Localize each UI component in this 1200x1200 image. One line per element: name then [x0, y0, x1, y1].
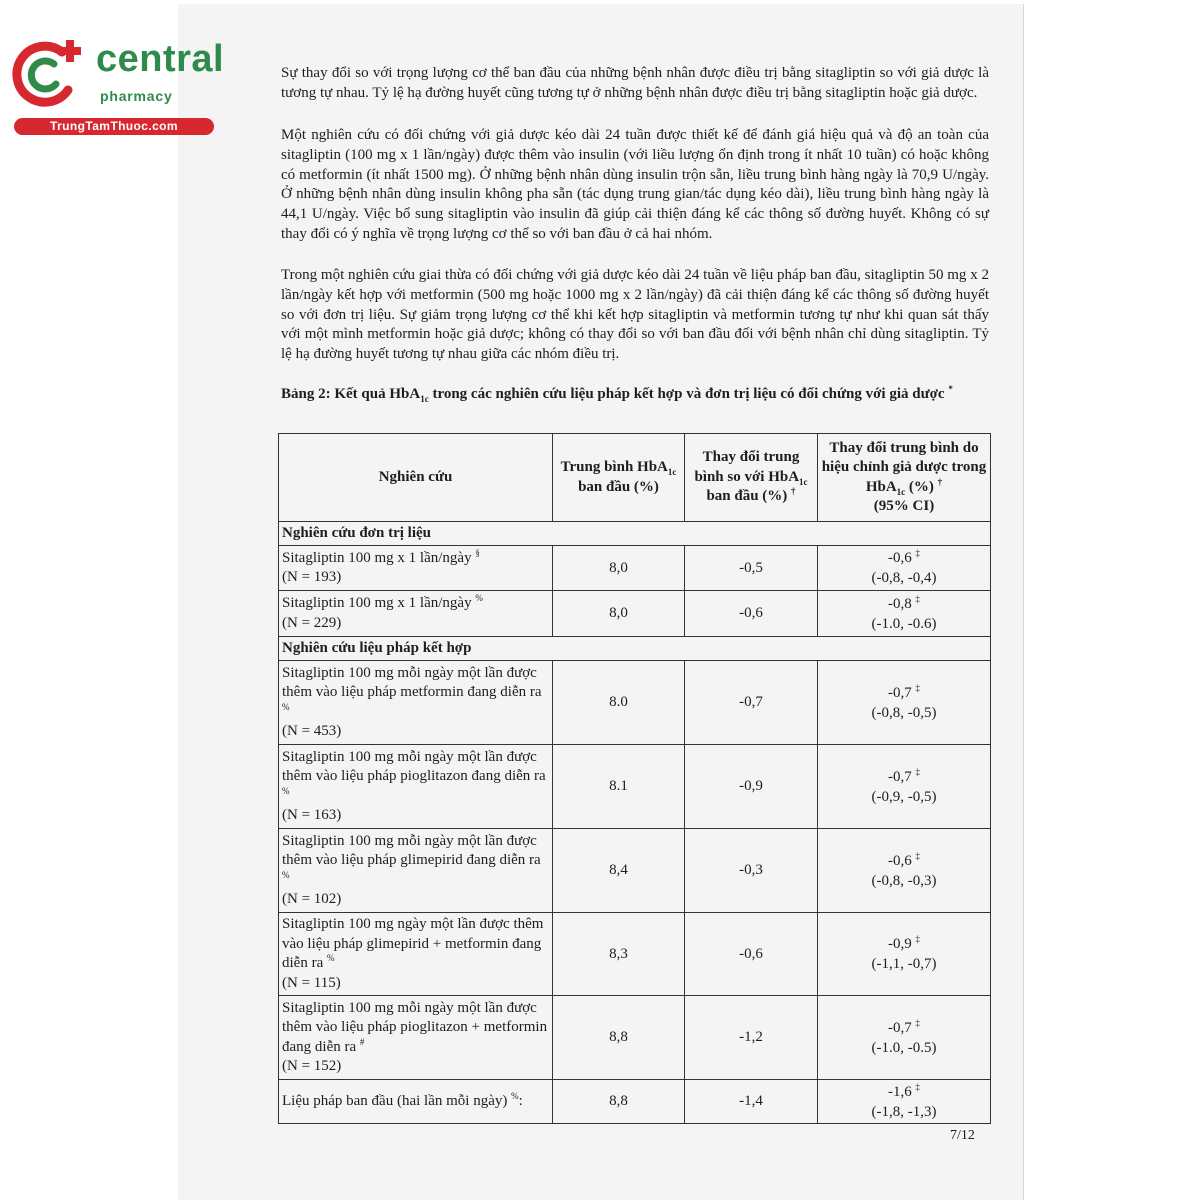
baseline-cell: 8.1 — [553, 745, 685, 829]
caption-sub: 1c — [420, 394, 429, 404]
baseline-cell: 8,3 — [553, 913, 685, 996]
adjusted-cell: -0,8 ‡ (-1.0, -0.6) — [818, 591, 991, 637]
section-title: Nghiên cứu đơn trị liệu — [279, 522, 991, 546]
table-row — [279, 661, 991, 745]
adjusted-cell: -0,7 ‡ (-0,9, -0,5) — [818, 745, 991, 829]
table-row — [279, 591, 991, 637]
change-cell: -0,3 — [685, 829, 818, 913]
change-cell: -0,9 — [685, 745, 818, 829]
central-pharmacy-logo — [10, 36, 225, 136]
study-cell: Sitagliptin 100 mg mỗi ngày một lần được thêm vào liệu pháp pioglitazon đang diễn ra % (N = 163) — [279, 745, 553, 829]
study-cell: Sitagliptin 100 mg x 1 lần/ngày § (N = 193) — [279, 546, 553, 591]
caption-text-2: trong các nghiên cứu liệu pháp kết hợp và đơn trị liệu có đối chứng với giả dược — [428, 386, 949, 402]
table-caption — [281, 385, 989, 405]
study-cell: Sitagliptin 100 mg mỗi ngày một lần được thêm vào liệu pháp glimepirid đang diễn ra % (N = 102) — [279, 829, 553, 913]
baseline-cell: 8.0 — [553, 661, 685, 745]
table-row — [279, 546, 991, 591]
caption-text: Bảng 2: Kết quả HbA — [281, 386, 421, 402]
table-row — [279, 913, 991, 996]
section-title: Nghiên cứu liệu pháp kết hợp — [279, 637, 991, 661]
header-change: Thay đổi trung bình so với HbA$_{1c}$ ban đầu (%) † — [685, 434, 818, 522]
section-row — [279, 522, 991, 546]
study-cell: Liệu pháp ban đầu (hai lần mỗi ngày) %: — [279, 1080, 553, 1124]
change-cell: -1,2 — [685, 996, 818, 1080]
pharmacy-c-cross-icon — [10, 38, 90, 108]
adjusted-cell: -1,6 ‡ (-1,8, -1,3) — [818, 1080, 991, 1124]
adjusted-cell: -0,7 ‡ (-0,8, -0,5) — [818, 661, 991, 745]
page-number: 7/12 — [950, 1128, 975, 1143]
header-baseline: Trung bình HbA$_{1c}$ ban đầu (%) — [553, 434, 685, 522]
paragraph-3: Trong một nghiên cứu giai thừa có đối chứng với giả dược kéo dài 24 tuần về liệu pháp ban đầu, sitagliptin 50 mg x 2 lần/ngày kết hợp với metformin (500 mg hoặc 1000 mg x 2 lần/ngày) đã cải thiện đáng kể các thông số đường huyết so với đơn trị liệu. Sự giảm trọng lượng cơ thể khi kết hợp sitagliptin và metformin tương tự như khi quan sát thấy với một mình metformin hoặc giả dược; không có thay đổi so với ban đầu đối với bệnh nhân chỉ dùng sitagliptin. Tỷ lệ hạ đường huyết tương tự nhau giữa các nhóm điều trị. — [281, 267, 989, 363]
table-row — [279, 996, 991, 1080]
section-row — [279, 637, 991, 661]
baseline-cell: 8,4 — [553, 829, 685, 913]
study-cell: Sitagliptin 100 mg mỗi ngày một lần được thêm vào liệu pháp metformin đang diễn ra % (N = 453) — [279, 661, 553, 745]
hba1c-results-table — [278, 433, 991, 1124]
paragraph-2: Một nghiên cứu có đối chứng với giả dược kéo dài 24 tuần được thiết kế để đánh giá hiệu quả và độ an toàn của sitagliptin (100 mg x 1 lần/ngày) được thêm vào insulin (với liều lượng ổn định trong ít nhất 10 tuần) có hoặc không có metformin (ít nhất 1500 mg). Ở những bệnh nhân dùng insulin trộn sẵn, liều trung bình hàng ngày là 70,9 U/ngày. Ở những bệnh nhân dùng insulin không pha sẵn (tác dụng trung gian/tác dụng kéo dài), liều trung bình hàng ngày là 44,1 U/ngày. Việc bổ sung sitagliptin vào insulin đã giúp cải thiện đáng kể các thông số đường huyết. Không có sự thay đổi có ý nghĩa về trọng lượng cơ thể so với ban đầu ở cả hai nhóm. — [281, 127, 989, 242]
baseline-cell: 8,0 — [553, 546, 685, 591]
paragraph-1: Sự thay đổi so với trọng lượng cơ thể ban đầu của những bệnh nhân được điều trị bằng sitagliptin so với giả dược là tương tự nhau. Tỷ lệ hạ đường huyết cũng tương tự ở những bệnh nhân được điều trị bằng sitagliptin hoặc giả dược. — [281, 65, 989, 101]
table-header-row — [279, 434, 991, 522]
adjusted-cell: -0,7 ‡ (-1.0, -0.5) — [818, 996, 991, 1080]
table-row — [279, 745, 991, 829]
adjusted-cell: -0,9 ‡ (-1,1, -0,7) — [818, 913, 991, 996]
baseline-cell: 8,0 — [553, 591, 685, 637]
table-row — [279, 1080, 991, 1124]
change-cell: -1,4 — [685, 1080, 818, 1124]
change-cell: -0,5 — [685, 546, 818, 591]
header-adjusted: Thay đổi trung bình do hiệu chỉnh giả dược trong HbA$_{1c}$ (%) † (95% CI) — [818, 434, 991, 522]
logo-brand: central — [96, 38, 225, 80]
change-cell: -0,6 — [685, 913, 818, 996]
table-row — [279, 829, 991, 913]
study-cell: Sitagliptin 100 mg x 1 lần/ngày % (N = 229) — [279, 591, 553, 637]
caption-mark: * — [948, 384, 953, 394]
change-cell: -0,6 — [685, 591, 818, 637]
logo-site-band: TrungTamThuoc.com — [14, 118, 214, 135]
baseline-cell: 8,8 — [553, 1080, 685, 1124]
baseline-cell: 8,8 — [553, 996, 685, 1080]
header-study: Nghiên cứu — [279, 434, 553, 522]
study-cell: Sitagliptin 100 mg mỗi ngày một lần được thêm vào liệu pháp pioglitazon + metformin đang diễn ra # (N = 152) — [279, 996, 553, 1080]
adjusted-cell: -0,6 ‡ (-0,8, -0,4) — [818, 546, 991, 591]
change-cell: -0,7 — [685, 661, 818, 745]
adjusted-cell: -0,6 ‡ (-0,8, -0,3) — [818, 829, 991, 913]
study-cell: Sitagliptin 100 mg ngày một lần được thêm vào liệu pháp glimepirid + metformin đang diễn ra % (N = 115) — [279, 913, 553, 996]
logo-subtitle: pharmacy — [100, 88, 173, 104]
